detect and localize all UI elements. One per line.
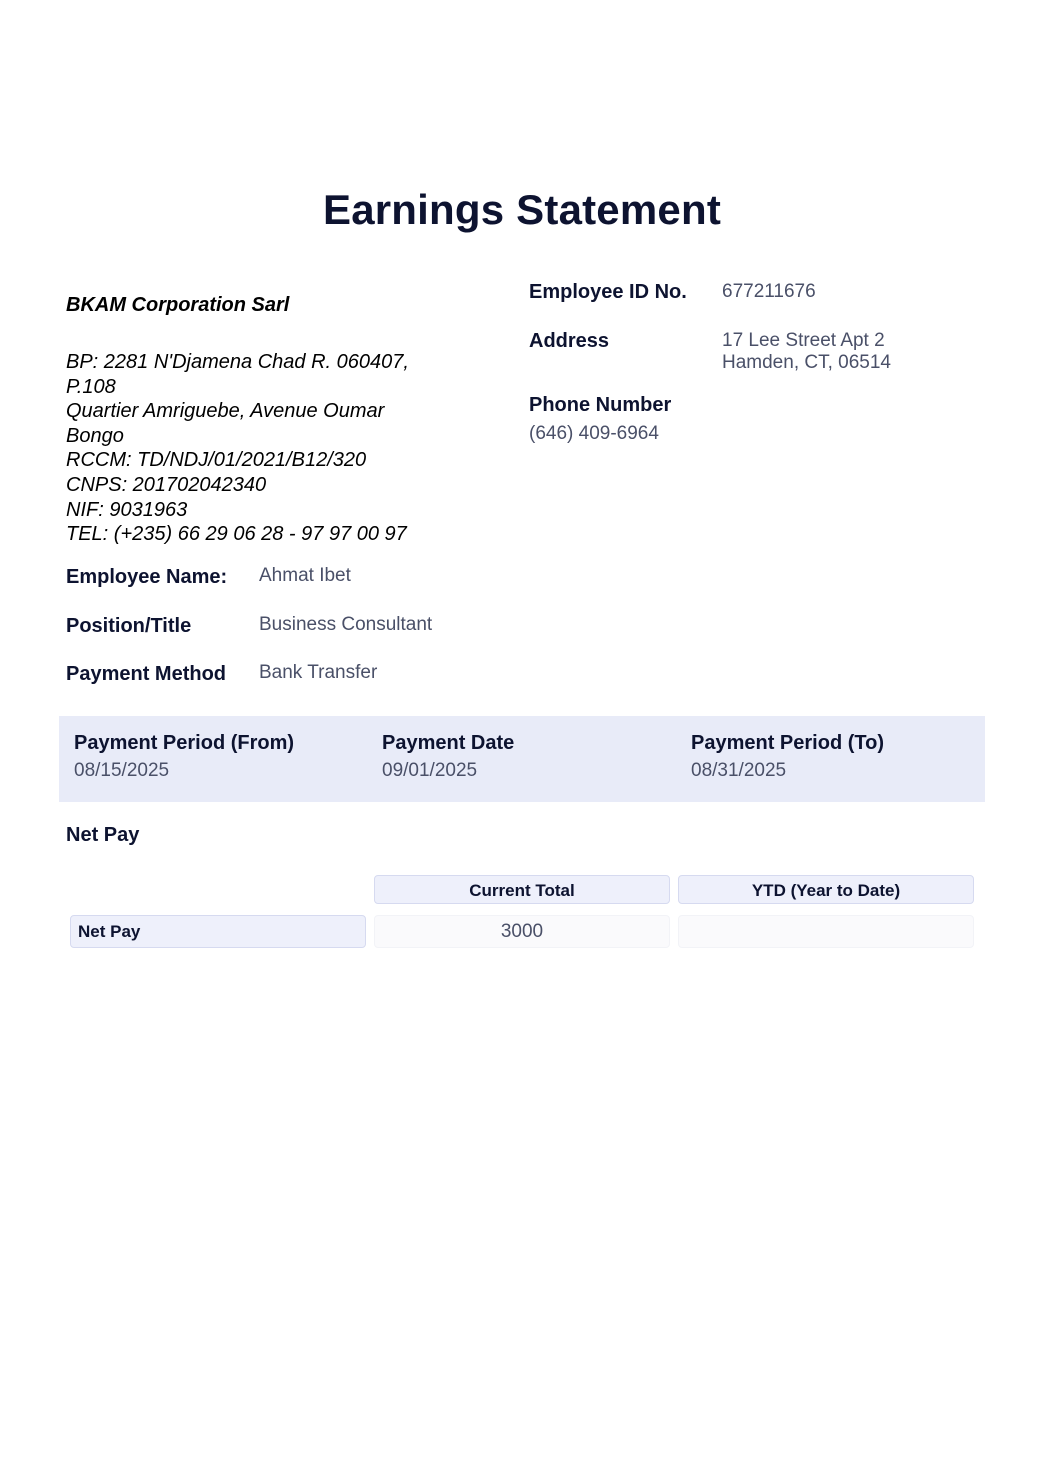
company-address-line: Quartier Amriguebe, Avenue Oumar Bongo <box>66 400 385 447</box>
company-address-line: NIF: 9031963 <box>66 498 188 521</box>
payment-period-band <box>59 716 985 802</box>
company-address-line: TEL: (+235) 66 29 06 28 - 97 97 00 97 <box>66 523 407 546</box>
column-header-ytd: YTD (Year to Date) <box>678 875 974 904</box>
address-line-1: 17 Lee Street Apt 2 <box>722 330 885 351</box>
net-pay-ytd <box>678 915 974 948</box>
position-label: Position/Title <box>66 615 192 637</box>
net-pay-current-total: 3000 <box>374 915 670 948</box>
phone-label: Phone Number <box>529 394 672 416</box>
employee-id-value: 677211676 <box>722 281 816 302</box>
position-value: Business Consultant <box>259 614 433 635</box>
row-label-net-pay: Net Pay <box>70 915 366 948</box>
period-from-cell <box>74 732 294 782</box>
employee-name-value: Ahmat Ibet <box>259 565 351 586</box>
page-title: Earnings Statement <box>322 186 722 233</box>
period-to-cell <box>691 732 884 782</box>
period-to-label: Payment Period (To) <box>691 732 884 754</box>
payment-date-value: 09/01/2025 <box>382 760 478 781</box>
phone-value: (646) 409-6964 <box>529 423 659 444</box>
payment-date-cell <box>382 732 514 782</box>
address-label: Address <box>529 330 610 352</box>
company-address-line: CNPS: 201702042340 <box>66 473 267 496</box>
company-name: BKAM Corporation Sarl <box>66 294 290 316</box>
employee-id-label: Employee ID No. <box>529 281 687 303</box>
company-address <box>66 350 436 547</box>
company-address-line: BP: 2281 N'Djamena Chad R. 060407, P.108 <box>66 351 409 398</box>
period-from-label: Payment Period (From) <box>74 732 295 754</box>
payment-method-label: Payment Method <box>66 663 227 685</box>
net-pay-section-title: Net Pay <box>66 824 140 846</box>
address-line-2: Hamden, CT, 06514 <box>722 352 891 373</box>
employee-name-label: Employee Name: <box>66 566 228 588</box>
payment-method-value: Bank Transfer <box>259 662 378 683</box>
company-address-line: RCCM: TD/NDJ/01/2021/B12/320 <box>66 449 367 472</box>
period-from-value: 08/15/2025 <box>74 760 170 781</box>
payment-date-label: Payment Date <box>382 732 515 754</box>
column-header-current-total: Current Total <box>374 875 670 904</box>
period-to-value: 08/31/2025 <box>691 760 787 781</box>
